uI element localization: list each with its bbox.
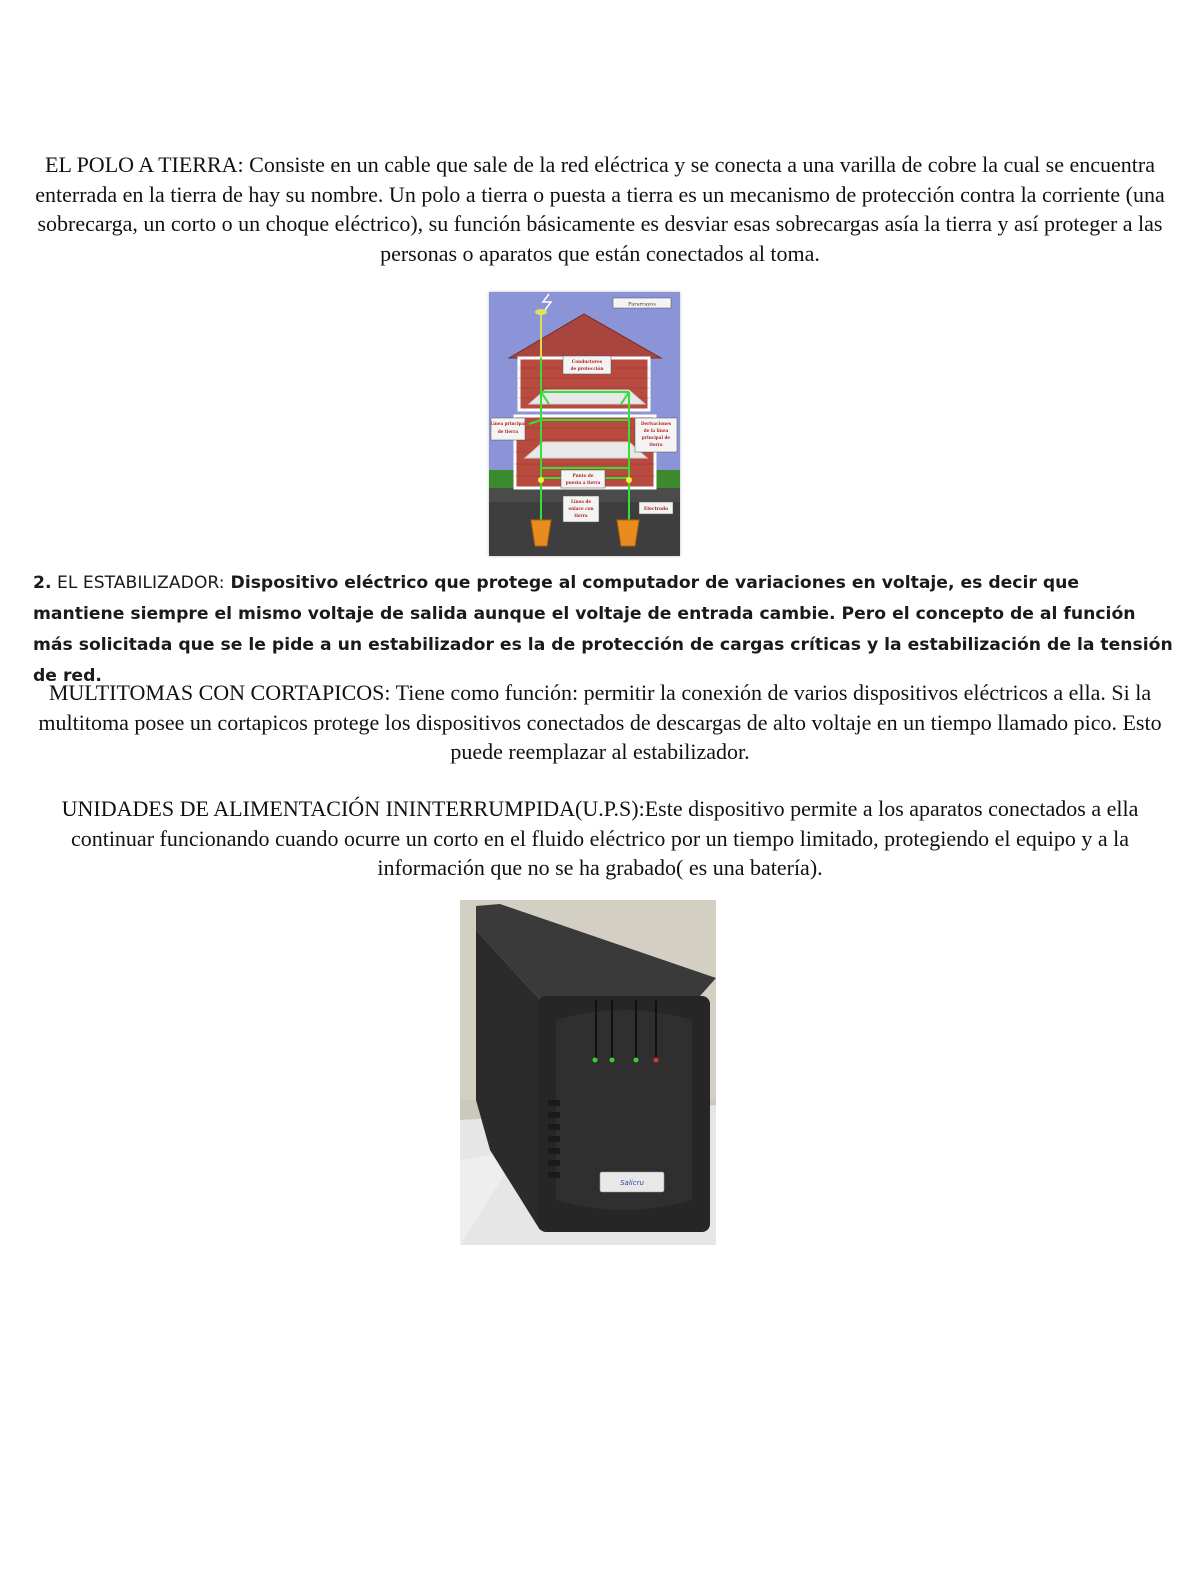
svg-text:de la línea: de la línea <box>643 428 669 433</box>
svg-text:Línea de: Línea de <box>570 499 592 504</box>
electrode-pot-left <box>531 520 551 546</box>
led-green-2 <box>610 1058 615 1063</box>
led-red <box>654 1058 659 1063</box>
svg-text:tierra: tierra <box>574 513 588 518</box>
svg-text:Derivaciones: Derivaciones <box>640 421 672 426</box>
paragraph-estabilizador <box>33 568 1173 692</box>
house-diagram-svg <box>489 292 680 556</box>
svg-text:de tierra: de tierra <box>497 429 519 434</box>
paragraph-ups: UNIDADES DE ALIMENTACIÓN ININTERRUMPIDA(U.P.S):Este dispositivo permite a los aparatos conectados a ella continuar funcionando cuando ocurre un corto en el fluido eléctrico por un tiempo limitado, protegiendo el equipo y a la información que no se ha grabado( es una batería). <box>61 796 1139 880</box>
svg-text:principal de: principal de <box>641 435 671 440</box>
svg-text:enlace con: enlace con <box>568 506 594 511</box>
svg-text:Punto de: Punto de <box>572 473 594 478</box>
section-text: Dispositivo eléctrico que protege al computador de variaciones en voltaje, es decir que mantiene siempre el mismo voltaje de salida aunque el voltaje de entrada cambie. Pero el concepto de al función más solicitada que se le pide a un estabilizador es la de protección de cargas críticas y la estabilización de la tensión de red. <box>33 573 1173 686</box>
svg-text:Línea principal: Línea principal <box>490 421 526 426</box>
paragraph-multitomas: MULTITOMAS CON CORTAPICOS: Tiene como función: permitir la conexión de varios dispositivos eléctricos a ella. Si la multitoma posee un cortapicos protege los dispositivos conectados de descargas de alto voltaje en un tiempo llamado pico. Esto puede reemplazar al estabilizador. <box>38 680 1162 764</box>
led-green-3 <box>634 1058 639 1063</box>
section-label: EL ESTABILIZADOR: <box>51 573 225 593</box>
label-pararrayos: Pararrayos <box>628 301 656 308</box>
label-electrodo: Electrodo <box>643 507 669 512</box>
led-green-1 <box>593 1058 598 1063</box>
ground-system-diagram <box>489 292 680 556</box>
section-number: 2. <box>33 573 52 593</box>
svg-text:de protección: de protección <box>570 367 604 372</box>
paragraph-polo-a-tierra: EL POLO A TIERRA: Consiste en un cable que sale de la red eléctrica y se conecta a una varilla de cobre la cual se encuentra enterrada en la tierra de hay su nombre. Un polo a tierra o puesta a tierra es un mecanismo de protección contra la corriente (una sobrecarga, un corto o un choque eléctrico), su función básicamente es desviar esas sobrecargas asía la tierra y así proteger a las personas o aparatos que están conectados al toma. <box>35 152 1165 266</box>
ups-photo-svg <box>460 900 716 1245</box>
svg-text:Conductores: Conductores <box>571 360 603 365</box>
ups-brand-text: Salicru <box>620 1179 644 1187</box>
svg-text:puesta a tierra: puesta a tierra <box>565 480 601 485</box>
electrode-pot-right <box>617 520 639 546</box>
ups-photo <box>460 900 716 1245</box>
svg-text:tierra: tierra <box>649 442 663 447</box>
